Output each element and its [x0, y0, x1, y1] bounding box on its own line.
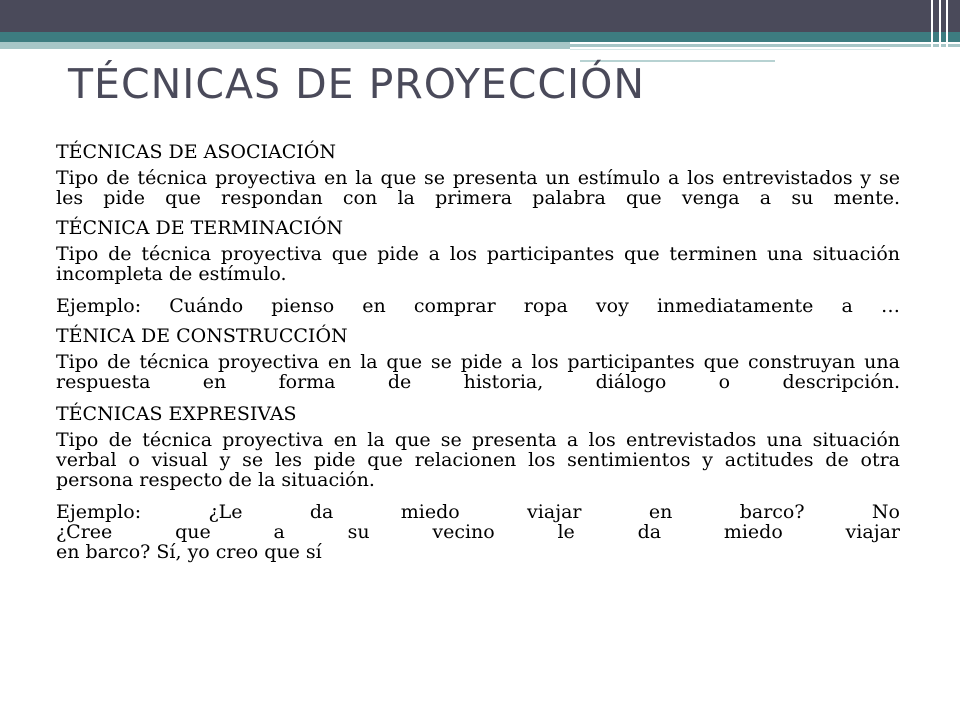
header-line	[570, 44, 960, 47]
section-example: Ejemplo: Cuándo pienso en comprar ropa voy inmediatamente a …	[56, 295, 900, 317]
example-line: Ejemplo: ¿Le da miedo viajar en barco? No	[56, 501, 900, 523]
section-heading: TÉCNICAS EXPRESIVAS	[56, 403, 297, 425]
header-band-light	[0, 42, 570, 49]
section-heading: TÉNICA DE CONSTRUCCIÓN	[56, 325, 348, 347]
section-association	[56, 142, 900, 208]
section-construction	[56, 326, 900, 392]
section-completion	[56, 218, 900, 316]
right-edge-stripes	[930, 0, 960, 720]
example-line: en barco? Sí, yo creo que sí	[56, 541, 322, 563]
section-text: Tipo de técnica proyectiva en la que se pide a los participantes que construyan una respuesta en forma de historia, diálogo o descripción.	[56, 351, 900, 393]
section-text: Tipo de técnica proyectiva en la que se presenta a los entrevistados una situación verbal o visual y se les pide que relacionen los sentimientos y actitudes de otra persona respecto de la situación.	[56, 429, 900, 491]
section-heading: TÉCNICA DE TERMINACIÓN	[56, 217, 344, 239]
section-heading: TÉCNICAS DE ASOCIACIÓN	[56, 141, 336, 163]
section-expressive	[56, 404, 900, 562]
section-example	[56, 502, 900, 562]
header-band-teal	[0, 32, 960, 42]
slide-title: TÉCNICAS DE PROYECCIÓN	[68, 60, 646, 108]
section-text: Tipo de técnica proyectiva en la que se presenta un estímulo a los entrevistados y se les pide que respondan con la primera palabra que venga a su mente.	[56, 167, 900, 209]
section-text: Tipo de técnica proyectiva que pide a los participantes que terminen una situación incompleta de estímulo.	[56, 243, 900, 285]
slide-body	[56, 142, 900, 562]
header-line-white	[570, 49, 890, 53]
example-line: ¿Cree que a su vecino le da miedo viajar	[56, 521, 900, 543]
header-band-dark	[0, 0, 960, 32]
